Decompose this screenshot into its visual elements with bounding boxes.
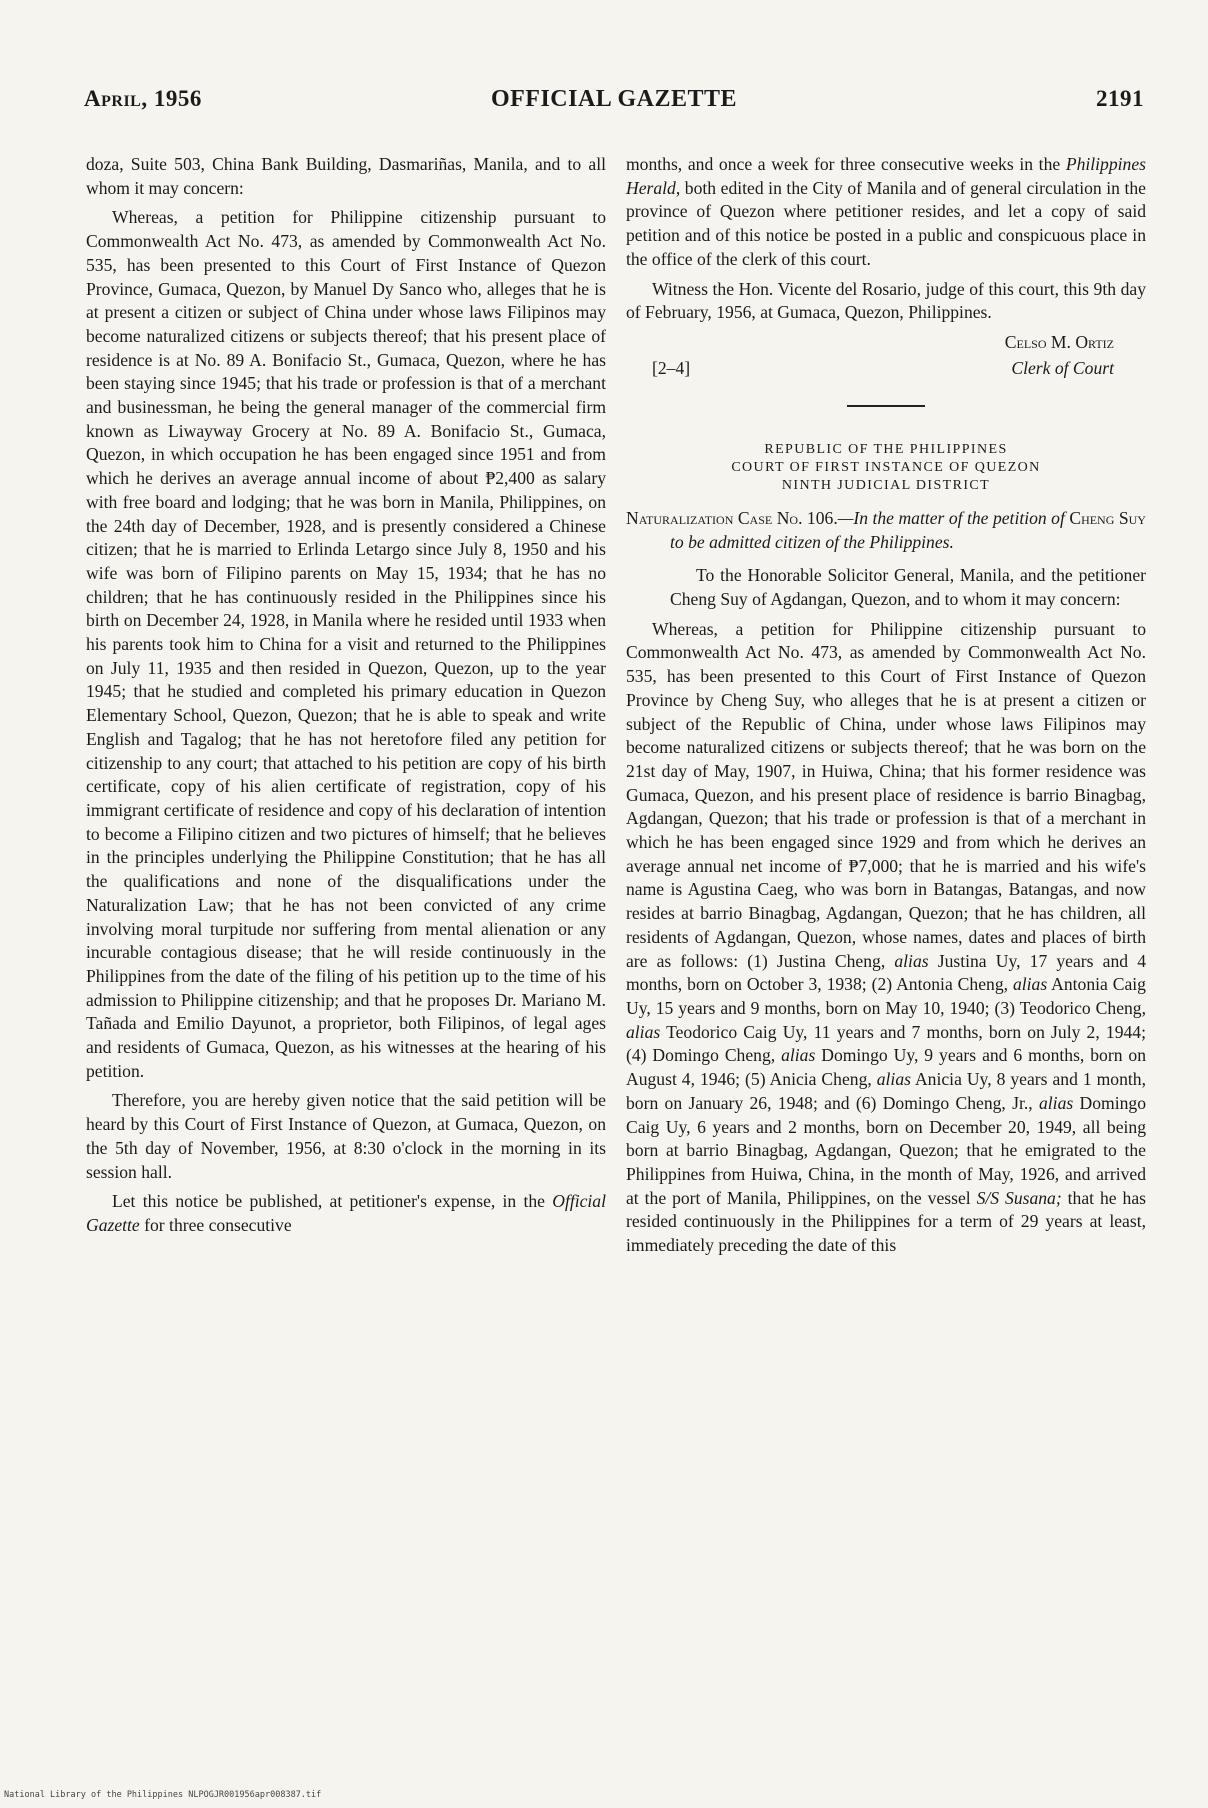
address-line: To the Honorable Solicitor General, Manila, and the petitioner Cheng Suy of Agdangan, Quezon, and to whom it may concern: — [670, 565, 1146, 610]
paragraph: Witness the Hon. Vicente del Rosario, judge of this court, this 9th day of February, 1956, at Gumaca, Quezon, Philippines. — [626, 278, 1146, 323]
paragraph: Whereas, a petition for Philippine citizenship pursuant to Commonwealth Act No. 473, as amended by Commonwealth Act No. 535, has been presented to this Court of First Instance of Quezon Province by Cheng Suy, who alleges that he is at present a citizen or subject of the Republic of China, under whose laws Filipinos may become naturalized citizens or subjects thereof; that he was born on the 21st day of May, 1907, in Huiwa, China; that his former residence was Gumaca, Quezon, and his present place of residence is barrio Binagbag, Agdangan, Quezon; that his trade or profession is that of a merchant in which he has been engaged since 1929 and from which he derives an average annual net income of ₱7,000; that he is married and his wife's name is Agustina Caeg, who was born in Batangas, Batangas, and now resides at barrio Binagbag, Agdangan, Quezon; that he has children, all residents of Agdangan, Quezon, whose names, dates and places of birth are as follows: (1) Justina Cheng, alias Justina Uy, 17 years and 4 months, born on October 3, 1938; (2) Antonia Cheng, alias Antonia Caig Uy, 15 years and 9 months, born on May 10, 1940; (3) Teodorico Cheng, alias Teodorico Caig Uy, 11 years and 7 months, born on July 2, 1944; (4) Domingo Cheng, alias Domingo Uy, 9 years and 6 months, born on August 4, 1946; (5) Anicia Cheng, alias Anicia Uy, 8 years and 1 month, born on January 26, 1948; and (6) Domingo Cheng, Jr., alias Domingo Caig Uy, 6 years and 2 months, born on December 20, 1949, all being born at barrio Binagbag, Agdangan, Quezon; that he emigrated to the Philippines from Huiwa, China, in the month of May, 1926, and arrived at the port of Manila, Philippines, on the vessel S/S Susana; that he has resided continuously in the Philippines for a term of 29 years at least, immediately preceding the date of this — [626, 618, 1147, 1256]
scan-footer: National Library of the Philippines NLPOGJR001956apr008387.tif — [4, 1790, 322, 1800]
publication-name: Philippines Herald — [626, 154, 1146, 198]
publication-title: OFFICIAL GAZETTE — [490, 86, 738, 112]
publication-name: Official Gazette — [86, 1191, 606, 1235]
paragraph: Whereas, a petition for Philippine citizenship pursuant to Commonwealth Act No. 473, as amended by Commonwealth Act No. 535, has been presented to this Court of First Instance of Quezon Province, Gumaca, Quezon, by Manuel Dy Sanco who, alleges that he is at present a citizen or subject of China under whose laws Filipinos may become naturalized citizens or subjects thereof; that his present place of residence is at No. 89 A. Bonifacio St., Gumaca, Quezon, where he has been staying since 1945; that his trade or profession is that of a merchant and businessman, he being the general manager of the commercial firm known as Liwayway Grocery at No. 89 A. Bonifacio St., Gumaca, Quezon, in which occupation he has been engaged since 1951 and from which he derives an average annual income of about ₱2,400 as salary with free board and lodging; that he was born in Manila, Philippines, on the 24th day of December, 1928, and is presently considered a Chinese citizen; that he is married to Erlinda Letargo since July 8, 1950 and his wife was born of Filipino parents on May 15, 1934; that he has no children; that he has continuously resided in the Philippines since his birth on December 24, 1928, in Manila where he resided until 1933 when his parents took him to China for a visit and returned to the Philippines on July 11, 1935 and then resided in Quezon, Quezon, up to the year 1945; that he studied and completed his primary education in Quezon Elementary School, Quezon, Quezon; that he is able to speak and write English and Tagalog; that he has not heretofore filed any petition for citizenship to any court; that attached to his petition are copy of his birth certificate, copy of his alien certificate of registration, copy of his immigrant certificate of residence and copy of his declaration of intention to become a Filipino citizen and two pictures of himself; that he believes in the principles underlying the Philippine Constitution; that he has all the qualifications and none of the disqualifications under the Naturalization Law; that he has not been convicted of any crime involving moral turpitude nor suffering from mental alienation or any incurable contagious disease; that he will reside continuously in the Philippines from the date of the filing of his petition up to the time of his admission to Philippine citizenship; and that he proposes Dr. Mariano M. Tañada and Emilio Dayunot, a proprietor, both Filipinos, of legal ages and residents of Gumaca, Quezon, as his witnesses at the hearing of his petition. — [86, 207, 606, 1081]
case-number: Naturalization Case No. 106. — [626, 507, 838, 528]
heading-line: COURT OF FIRST INSTANCE OF QUEZON — [731, 459, 1041, 475]
paragraph: Let this notice be published, at petitioner's expense, in the Official Gazette for three consecutive — [86, 1191, 606, 1235]
paragraph: months, and once a week for three consecutive weeks in the Philippines Herald, both edited in the City of Manila and of general circulation in the province of Quezon where petitioner resides, and let a copy of said petition and of this notice be posted in a public and conspicuous place in the office of the clerk of this court. — [626, 154, 1146, 269]
reference-number: [2–4] — [652, 357, 691, 378]
case-caption: Naturalization Case No. 106.—In the matter of the petition of Cheng Suy to be admitted citizen of the Philippines. — [626, 507, 1146, 552]
right-column — [626, 153, 1146, 1264]
page-header — [84, 80, 1144, 120]
issue-date: April, 1956 — [84, 86, 202, 111]
vessel-name: S/S Susana; — [976, 1187, 1062, 1208]
page-number: 2191 — [1096, 86, 1144, 111]
signature-block — [626, 331, 1146, 383]
paragraph: doza, Suite 503, China Bank Building, Dasmariñas, Manila, and to all whom it may concern: — [86, 154, 606, 198]
section-divider — [847, 405, 925, 407]
heading-line: REPUBLIC OF THE PHILIPPINES — [764, 441, 1008, 457]
paragraph: Therefore, you are hereby given notice that the said petition will be heard by this Court of First Instance of Quezon, at Gumaca, Quezon, on the 5th day of November, 1956, at 8:30 o'clock in the morning in its session hall. — [86, 1090, 606, 1182]
heading-line: NINTH JUDICIAL DISTRICT — [781, 477, 991, 493]
signatory-role: Clerk of Court — [1011, 357, 1114, 378]
signatory-name: Celso M. Ortiz — [1004, 331, 1114, 352]
left-column — [86, 153, 606, 1244]
petitioner-name: Cheng Suy — [1069, 507, 1146, 528]
court-heading — [626, 441, 1146, 495]
